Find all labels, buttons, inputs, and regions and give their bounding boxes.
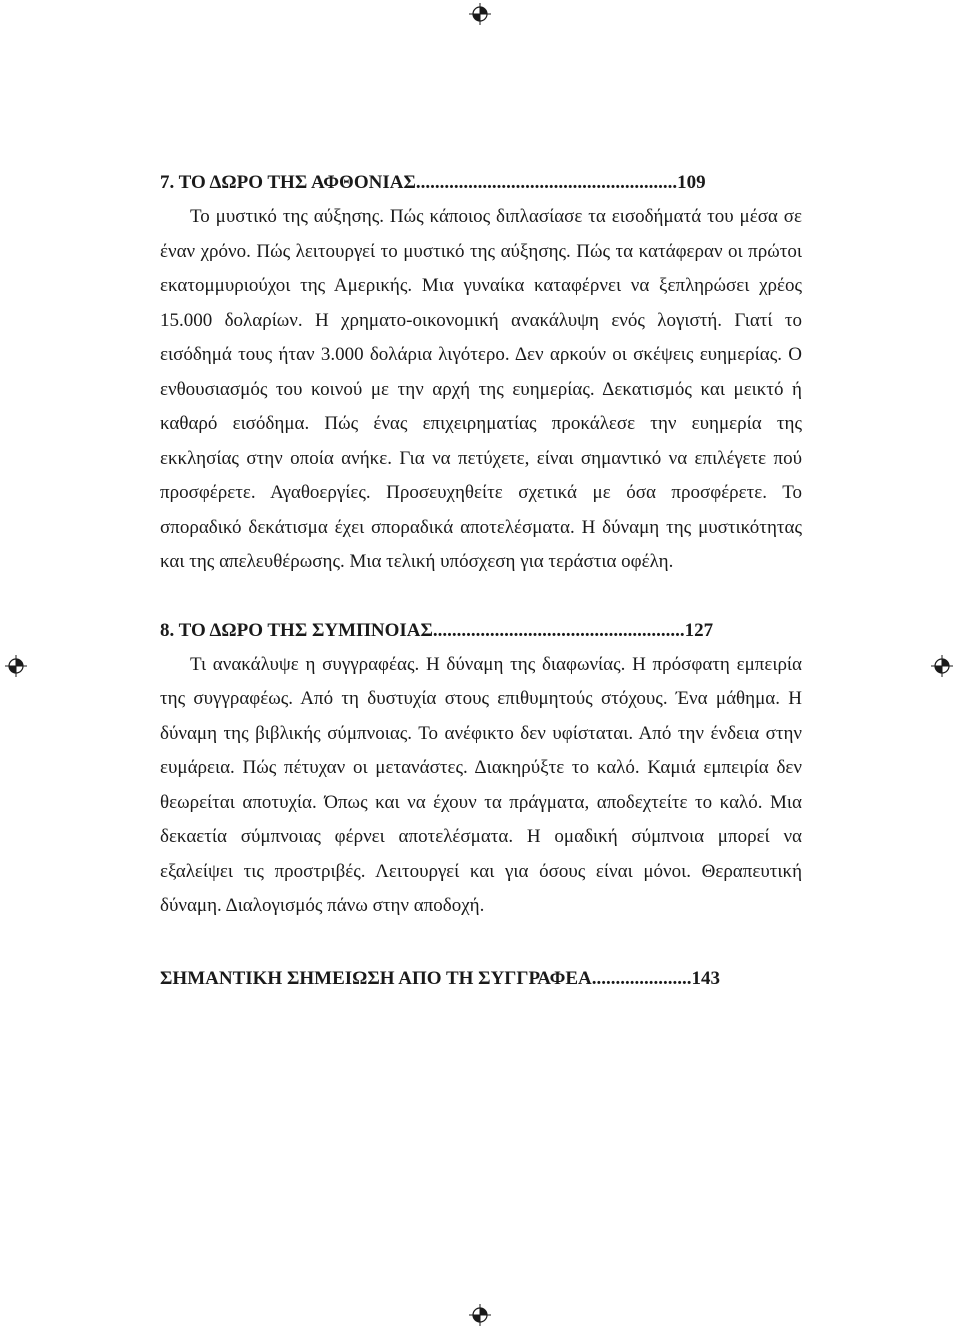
- crosshair-target-icon: [469, 3, 491, 25]
- toc-entry-author-note: [160, 962, 802, 996]
- crosshair-target-icon: [931, 655, 953, 677]
- toc-entry-chapter-7: [160, 166, 802, 580]
- chapter-description: Το μυστικό της αύξησης. Πώς κάποιος διπλασίασε τα εισοδήματά του μέσα σε έναν χρόνο. Πώς λειτουργεί το μυστικό της αύξησης. Πώς τα κατάφεραν οι πρώτοι εκατομμυριούχοι της Αμερικής. Μια γυναίκα καταφέρνει να ξεπληρώσει χρέος 15.000 δολαρίων. Η χρηματο-οικονομική ανακάλυψη ενός λογιστή. Γιατί το εισόδημά τους ήταν 3.000 δολάρια λιγότερο. Δεν αρκούν οι σκέψεις ευημερίας. Ο ενθουσιασμός του κοινού με την αρχή της ευημερίας. Δεκατισμός και μεικτό ή καθαρό εισόδημα. Πώς ένας επιχειρηματίας προκάλεσε την ευημερία της εκκλησίας στην οποία ανήκε. Για να πετύχετε, είναι σημαντικό να επιλέγετε πού προσφέρετε. Αγαθοεργίες. Προσευχηθείτε σχετικά με όσα προσφέρετε. Το σποραδικό δεκάτισμα έχει σποραδικά αποτελέσματα. Η δύναμη της μυστικότητας και της απελευθέρωσης. Μια τελική υπόσχεση για τεράστια οφέλη.: [160, 206, 802, 572]
- table-of-contents: [160, 166, 802, 996]
- crosshair-target-icon: [469, 1304, 491, 1326]
- crosshair-target-icon: [5, 655, 27, 677]
- chapter-description: Τι ανακάλυψε η συγγραφέας. Η δύναμη της διαφωνίας. Η πρόσφατη εμπειρία της συγγραφέως. Από τη δυστυχία στους επιθυμητούς στόχους. Ένα μάθημα. Η δύναμη της βιβλικής σύμπνοιας. Το ανέφικτο δεν υφίσταται. Από την ένδεια στην ευμάρεια. Πώς πέτυχαν οι μετανάστες. Διακηρύξτε το καλό. Καμιά εμπειρία δεν θεωρείται αποτυχία. Όπως και να έχουν τα πράγματα, αποδεχτείτε το καλό. Μια δεκαετία σύμπνοιας φέρνει αποτελέσματα. Η ομαδική σύμπνοια μπορεί να εξαλείψει τις προστριβές. Λειτουργεί και για όσους είναι μόνοι. Θεραπευτική δύναμη. Διαλογισμός πάνω στην αποδοχή.: [160, 653, 802, 916]
- chapter-heading: 8. ΤΟ ΔΩΡΟ ΤΗΣ ΣΥΜΠΝΟΙΑΣ.....................................................127: [160, 619, 714, 641]
- chapter-heading: 7. ΤΟ ΔΩΡΟ ΤΗΣ ΑΦΘΟΝΙΑΣ.......................................................109: [160, 172, 706, 193]
- section-heading: ΣΗΜΑΝΤΙΚΗ ΣΗΜΕΙΩΣΗ ΑΠΟ ΤΗ ΣΥΓΓΡΑΦΕΑ.....................143: [160, 967, 721, 989]
- toc-entry-chapter-8: [160, 614, 802, 924]
